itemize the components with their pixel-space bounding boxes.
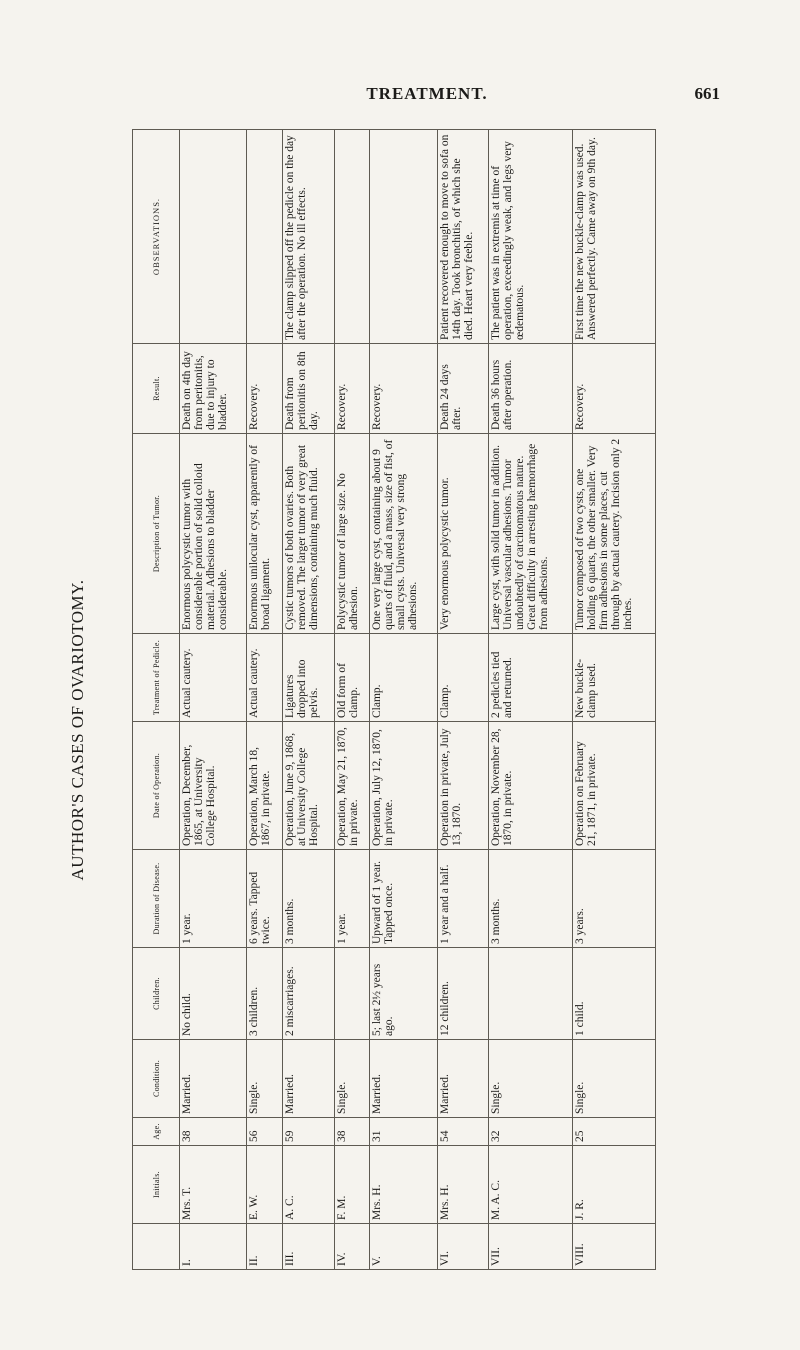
case-initials: F. M.: [334, 1146, 370, 1224]
case-result: Recovery.: [247, 344, 283, 434]
case-initials: M. A. C.: [489, 1146, 572, 1224]
case-row-4: [334, 130, 370, 1270]
case-children: No child.: [180, 948, 247, 1040]
col-header-pedicle: Treatment of Pedicle.: [133, 634, 180, 722]
case-age: 38: [334, 1118, 370, 1146]
case-result: Death on 4th day from peritonitis, due to injury to bladder.: [180, 344, 247, 434]
case-initials: Mrs. T.: [180, 1146, 247, 1224]
case-duration: 1 year.: [180, 850, 247, 948]
case-date: Operation, March 18, 1867, in private.: [247, 722, 283, 850]
case-age: 32: [489, 1118, 572, 1146]
case-initials: J. R.: [572, 1146, 655, 1224]
col-header-number: [133, 1224, 180, 1270]
case-initials: Mrs. H.: [437, 1146, 489, 1224]
case-condition: Married.: [370, 1040, 437, 1118]
case-duration: 6 years. Tapped twice.: [247, 850, 283, 948]
case-pedicle: Actual cautery.: [247, 634, 283, 722]
case-row-6: [437, 130, 489, 1270]
col-header-description: Description of Tumor.: [133, 434, 180, 634]
case-age: 31: [370, 1118, 437, 1146]
case-date: Operation, June 9, 1868, at University College Hospital.: [283, 722, 335, 850]
case-pedicle: 2 pedicles tied and returned.: [489, 634, 572, 722]
case-row-7: [489, 130, 572, 1270]
running-head-title: TREATMENT.: [366, 84, 488, 103]
page-number: 661: [694, 84, 720, 103]
case-children: [334, 948, 370, 1040]
case-row-8: [572, 130, 655, 1270]
case-age: 54: [437, 1118, 489, 1146]
running-header: [134, 84, 720, 106]
case-row-5: [370, 130, 437, 1270]
col-header-age: Age.: [133, 1118, 180, 1146]
col-header-children: Children.: [133, 948, 180, 1040]
case-date: Operation on February 21, 1871, in private.: [572, 722, 655, 850]
case-description: One very large cyst, containing about 9 quarts of fluid, and a mass, size of fist, of small cysts. Universal very strong adhesions.: [370, 434, 437, 634]
case-children: [489, 948, 572, 1040]
case-date: Operation, July 12, 1870, in private.: [370, 722, 437, 850]
case-observations: [370, 130, 437, 344]
case-children: 12 children.: [437, 948, 489, 1040]
case-condition: Single.: [247, 1040, 283, 1118]
case-result: Recovery.: [334, 344, 370, 434]
case-date: Operation, May 21, 1870, in private.: [334, 722, 370, 850]
col-header-date: Date of Operation.: [133, 722, 180, 850]
case-condition: Married.: [180, 1040, 247, 1118]
case-number: I.: [180, 1224, 247, 1270]
case-age: 38: [180, 1118, 247, 1146]
case-number: IV.: [334, 1224, 370, 1270]
case-description: Large cyst, with solid tumor in addition. Universal vascular adhesions. Tumor undoubtedly of carcinomatous nature. Great difficulty in arresting hæmorrhage from adhesions.: [489, 434, 572, 634]
case-date: Operation in private, July 13, 1870.: [437, 722, 489, 850]
case-number: II.: [247, 1224, 283, 1270]
case-observations: [334, 130, 370, 344]
col-header-condition: Condition.: [133, 1040, 180, 1118]
case-age: 59: [283, 1118, 335, 1146]
case-observations: The patient was in extremis at time of operation, exceedingly weak, and legs very œdematous.: [489, 130, 572, 344]
case-duration: 3 months.: [489, 850, 572, 948]
case-children: 5; last 2½ years ago.: [370, 948, 437, 1040]
case-observations: [180, 130, 247, 344]
case-description: Polycystic tumor of large size. No adhesion.: [334, 434, 370, 634]
case-condition: Married.: [283, 1040, 335, 1118]
case-row-3: [283, 130, 335, 1270]
case-date: Operation, November 28, 1870, in private.: [489, 722, 572, 850]
case-condition: Single.: [572, 1040, 655, 1118]
case-row-1: [180, 130, 247, 1270]
case-number: VIII.: [572, 1224, 655, 1270]
col-header-result: Result.: [133, 344, 180, 434]
case-observations: The clamp slipped off the pedicle on the day after the operation. No ill effects.: [283, 130, 335, 344]
case-pedicle: Ligatures dropped into pelvis.: [283, 634, 335, 722]
case-result: Death 36 hours after operation.: [489, 344, 572, 434]
header-row: [133, 130, 180, 1270]
case-pedicle: Clamp.: [370, 634, 437, 722]
case-duration: 1 year.: [334, 850, 370, 948]
case-pedicle: New buckle-clamp used.: [572, 634, 655, 722]
case-observations: First time the new buckle-clamp was used. Answered perfectly. Came away on 9th day.: [572, 130, 655, 344]
case-children: 3 children.: [247, 948, 283, 1040]
case-condition: Married.: [437, 1040, 489, 1118]
case-pedicle: Old form of clamp.: [334, 634, 370, 722]
case-duration: Upward of 1 year. Tapped once.: [370, 850, 437, 948]
case-number: III.: [283, 1224, 335, 1270]
case-description: Cystic tumors of both ovaries. Both removed. The larger tumor of very great dimensions, containing much fluid.: [283, 434, 335, 634]
cases-table-rotated: [132, 130, 656, 1270]
col-header-duration: Duration of Disease.: [133, 850, 180, 948]
case-pedicle: Clamp.: [437, 634, 489, 722]
case-pedicle: Actual cautery.: [180, 634, 247, 722]
case-children: 2 miscarriages.: [283, 948, 335, 1040]
case-condition: Single.: [334, 1040, 370, 1118]
case-result: Death 24 days after.: [437, 344, 489, 434]
case-description: Very enormous polycystic tumor.: [437, 434, 489, 634]
case-number: VI.: [437, 1224, 489, 1270]
col-header-observations: OBSERVATIONS.: [133, 130, 180, 344]
case-date: Operation, December, 1865, at University College Hospital.: [180, 722, 247, 850]
case-initials: A. C.: [283, 1146, 335, 1224]
case-observations: Patient recovered enough to move to sofa on 14th day. Took bronchitis, of which she died. Heart very feeble.: [437, 130, 489, 344]
case-row-2: [247, 130, 283, 1270]
case-duration: 3 years.: [572, 850, 655, 948]
table-title: AUTHOR'S CASES OF OVARIOTOMY.: [68, 579, 87, 881]
case-number: VII.: [489, 1224, 572, 1270]
case-age: 25: [572, 1118, 655, 1146]
col-header-initials: Initials.: [133, 1146, 180, 1224]
case-number: V.: [370, 1224, 437, 1270]
case-duration: 1 year and a half.: [437, 850, 489, 948]
case-condition: Single.: [489, 1040, 572, 1118]
case-duration: 3 months.: [283, 850, 335, 948]
case-description: Enormous polycystic tumor with considerable portion of solid colloid material. Adhesions to bladder considerable.: [180, 434, 247, 634]
case-initials: E. W.: [247, 1146, 283, 1224]
case-initials: Mrs. H.: [370, 1146, 437, 1224]
case-result: Death from peritonitis on 8th day.: [283, 344, 335, 434]
case-age: 56: [247, 1118, 283, 1146]
case-result: Recovery.: [572, 344, 655, 434]
case-children: 1 child.: [572, 948, 655, 1040]
cases-table: [132, 129, 656, 1270]
case-description: Tumor composed of two cysts, one holding 6 quarts, the other smaller. Very firm adhesions in some places, cut through by actual cautery. Incision only 2 inches.: [572, 434, 655, 634]
case-result: Recovery.: [370, 344, 437, 434]
case-observations: [247, 130, 283, 344]
case-description: Enormous unilocular cyst, apparently of broad ligament.: [247, 434, 283, 634]
